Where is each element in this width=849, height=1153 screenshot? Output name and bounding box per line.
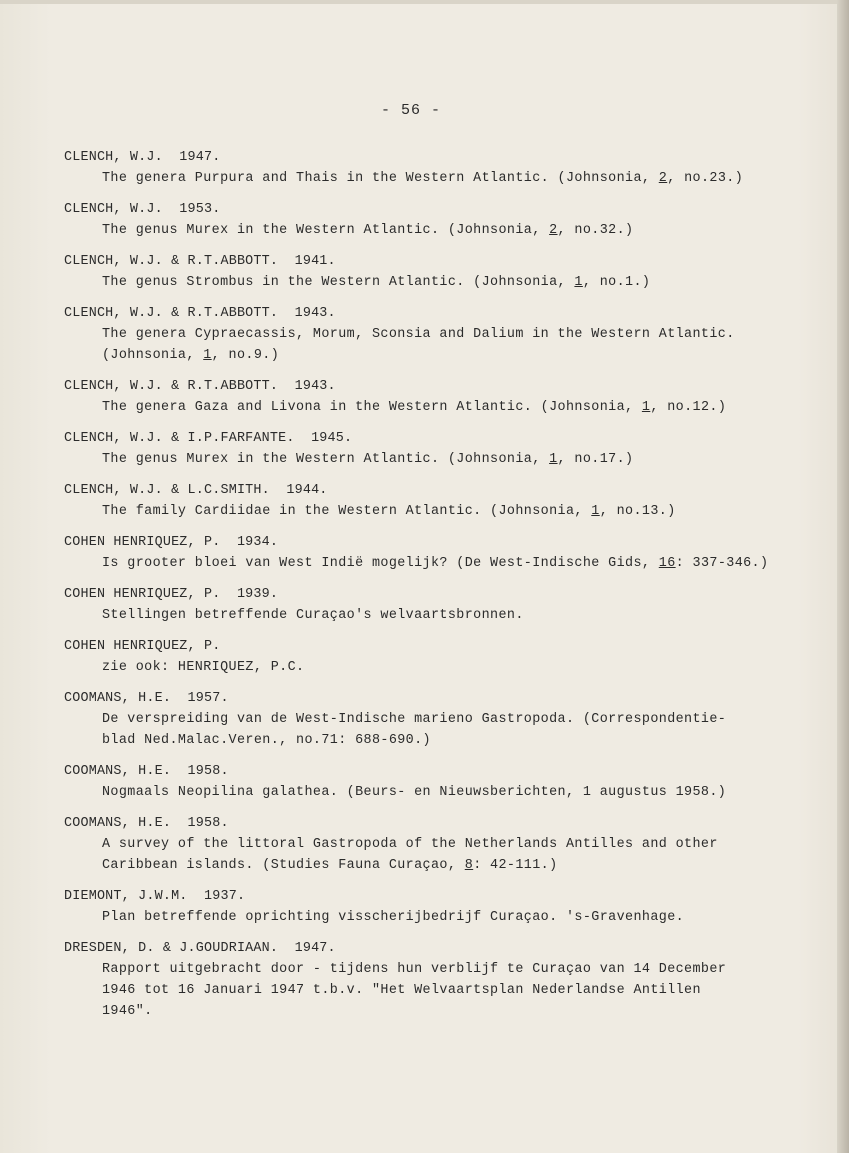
- entry-author-year: CLENCH, W.J. & R.T.ABBOTT. 1943.: [64, 379, 336, 394]
- entry-text-line: [64, 709, 824, 730]
- entry-text-line: [64, 168, 824, 189]
- bibliography-entry: [64, 689, 824, 751]
- entry-author-year: CLENCH, W.J. 1953.: [64, 202, 221, 217]
- bibliography-list: [64, 148, 824, 1022]
- bibliography-entry: [64, 481, 824, 522]
- entry-text: 1946 tot 16 Januari 1947 t.b.v. "Het Welvaartsplan Nederlandse Antillen: [102, 983, 701, 998]
- entry-author-year: COOMANS, H.E. 1957.: [64, 691, 229, 706]
- bibliography-entry: [64, 148, 824, 189]
- bibliography-entry: [64, 762, 824, 803]
- entry-text: , no.1.): [582, 275, 651, 290]
- bibliography-entry: [64, 200, 824, 241]
- entry-text-line: [64, 834, 824, 855]
- entry-text-line: [64, 1001, 824, 1022]
- entry-author-year: COHEN HENRIQUEZ, P. 1934.: [64, 535, 279, 550]
- entry-author-year: DIEMONT, J.W.M. 1937.: [64, 889, 246, 904]
- entry-text-line: [64, 324, 824, 345]
- entry-text: The genera Cypraecassis, Morum, Sconsia and Dalium in the Western Atlantic.: [102, 327, 735, 342]
- volume-number: 2: [549, 223, 558, 238]
- bibliography-entry: [64, 429, 824, 470]
- bibliography-entry: [64, 814, 824, 876]
- entry-text-line: [64, 980, 824, 1001]
- entry-text: (Johnsonia,: [102, 348, 204, 363]
- entry-text: , no.12.): [650, 400, 727, 415]
- bibliography-entry: [64, 887, 824, 928]
- entry-author-year: CLENCH, W.J. & R.T.ABBOTT. 1943.: [64, 306, 336, 321]
- bibliography-entry: [64, 585, 824, 626]
- entry-text: The genera Gaza and Livona in the Western Atlantic. (Johnsonia,: [102, 400, 642, 415]
- entry-text: , no.32.): [557, 223, 634, 238]
- entry-author-year: CLENCH, W.J. & R.T.ABBOTT. 1941.: [64, 254, 336, 269]
- entry-author-year: COOMANS, H.E. 1958.: [64, 764, 229, 779]
- volume-number: 16: [658, 556, 676, 571]
- page-top-edge: [0, 0, 849, 4]
- volume-number: 1: [549, 452, 558, 467]
- entry-text: Nogmaals Neopilina galathea. (Beurs- en Nieuwsberichten, 1 augustus 1958.): [102, 785, 727, 800]
- entry-text-line: [64, 345, 824, 366]
- entry-text-line: [64, 605, 824, 626]
- entry-text: Caribbean islands. (Studies Fauna Curaçao,: [102, 858, 465, 873]
- entry-text: The genus Murex in the Western Atlantic. (Johnsonia,: [102, 452, 550, 467]
- volume-number: 1: [591, 504, 600, 519]
- entry-author-year: CLENCH, W.J. 1947.: [64, 150, 221, 165]
- entry-text-line: [64, 730, 824, 751]
- bibliography-entry: [64, 252, 824, 293]
- entry-author-year: COHEN HENRIQUEZ, P. 1939.: [64, 587, 279, 602]
- entry-text: blad Ned.Malac.Veren., no.71: 688-690.): [102, 733, 431, 748]
- entry-text: 1946".: [102, 1004, 153, 1019]
- bibliography-entry: [64, 637, 824, 678]
- volume-number: 1: [574, 275, 583, 290]
- entry-text: Is grooter bloei van West Indië mogelijk? (De West-Indische Gids,: [102, 556, 659, 571]
- bibliography-entry: [64, 304, 824, 366]
- bibliography-entry: [64, 533, 824, 574]
- entry-author-year: COHEN HENRIQUEZ, P.: [64, 639, 221, 654]
- volume-number: 8: [464, 858, 474, 873]
- entry-text: , no.13.): [599, 504, 676, 519]
- entry-author-year: CLENCH, W.J. & I.P.FARFANTE. 1945.: [64, 431, 353, 446]
- entry-text: De verspreiding van de West-Indische marieno Gastropoda. (Correspondentie-: [102, 712, 727, 727]
- entry-text-line: [64, 501, 824, 522]
- entry-text: , no.23.): [667, 171, 744, 186]
- entry-text: : 42-111.): [473, 858, 558, 873]
- entry-text: Plan betreffende oprichting visscherijbedrijf Curaçao. 's-Gravenhage.: [102, 910, 685, 925]
- entry-text: , no.17.): [557, 452, 634, 467]
- entry-text: A survey of the littoral Gastropoda of the Netherlands Antilles and other: [102, 837, 718, 852]
- entry-text: Rapport uitgebracht door - tijdens hun verblijf te Curaçao van 14 December: [102, 962, 727, 977]
- entry-text: The genera Purpura and Thais in the Western Atlantic. (Johnsonia,: [102, 171, 659, 186]
- volume-number: 1: [641, 400, 651, 415]
- page-binding-edge: [837, 0, 849, 1153]
- entry-text: The family Cardiidae in the Western Atlantic. (Johnsonia,: [102, 504, 592, 519]
- entry-text-line: [64, 449, 824, 470]
- entry-text-line: [64, 907, 824, 928]
- bibliography-entry: [64, 377, 824, 418]
- entry-text-line: [64, 959, 824, 980]
- entry-text: : 337-346.): [675, 556, 769, 571]
- bibliography-entry: [64, 939, 824, 1022]
- volume-number: 2: [658, 171, 668, 186]
- volume-number: 1: [203, 348, 212, 363]
- entry-text: The genus Murex in the Western Atlantic. (Johnsonia,: [102, 223, 550, 238]
- entry-author-year: CLENCH, W.J. & L.C.SMITH. 1944.: [64, 483, 328, 498]
- entry-text: , no.9.): [211, 348, 280, 363]
- entry-text: Stellingen betreffende Curaçao's welvaartsbronnen.: [102, 608, 524, 623]
- entry-text-line: [64, 782, 824, 803]
- entry-text: zie ook: HENRIQUEZ, P.C.: [102, 660, 305, 675]
- entry-text-line: [64, 657, 824, 678]
- entry-text-line: [64, 553, 824, 574]
- entry-author-year: COOMANS, H.E. 1958.: [64, 816, 229, 831]
- entry-text-line: [64, 272, 824, 293]
- entry-text-line: [64, 397, 824, 418]
- entry-text: The genus Strombus in the Western Atlantic. (Johnsonia,: [102, 275, 575, 290]
- entry-author-year: DRESDEN, D. & J.GOUDRIAAN. 1947.: [64, 941, 336, 956]
- entry-text-line: [64, 220, 824, 241]
- entry-text-line: [64, 855, 824, 876]
- page-number: - 56 -: [380, 102, 441, 119]
